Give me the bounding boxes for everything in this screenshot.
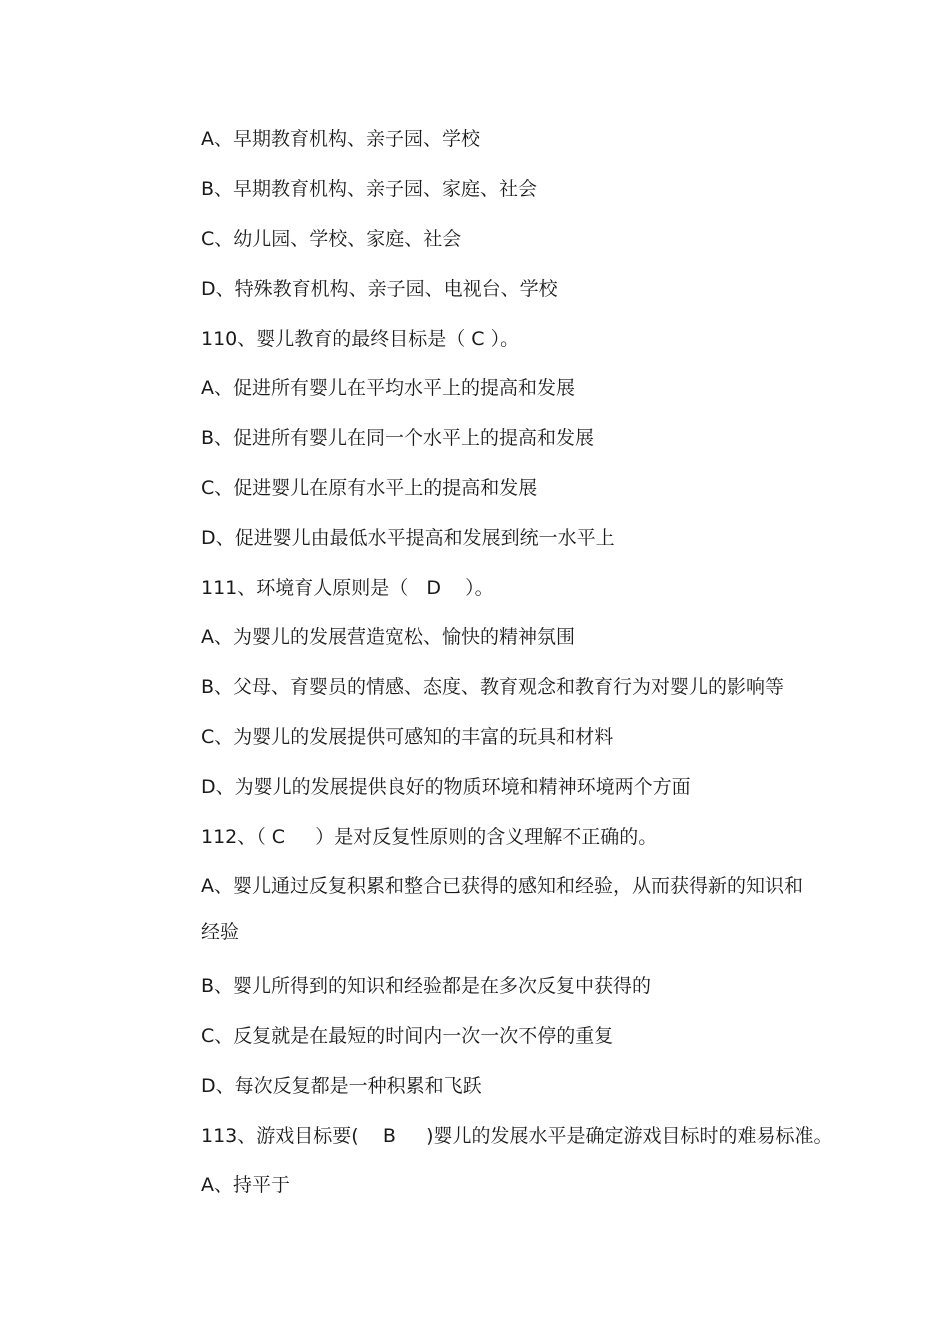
- option-line: D、特殊教育机构、亲子园、电视台、学校: [201, 278, 558, 300]
- option-line: A、持平于: [201, 1174, 290, 1196]
- option-line: A、为婴儿的发展营造宽松、愉快的精神氛围: [201, 626, 575, 648]
- option-line: B、促进所有婴儿在同一个水平上的提高和发展: [201, 427, 595, 449]
- option-line: C、促进婴儿在原有水平上的提高和发展: [201, 477, 538, 499]
- option-line: B、早期教育机构、亲子园、家庭、社会: [201, 178, 538, 200]
- option-line: A、促进所有婴儿在平均水平上的提高和发展: [201, 377, 575, 399]
- option-line: D、为婴儿的发展提供良好的物质环境和精神环境两个方面: [201, 776, 691, 798]
- option-line: D、每次反复都是一种积累和飞跃: [201, 1075, 482, 1097]
- question-line: 112、（ C ）是对反复性原则的含义理解不正确的。: [201, 826, 658, 848]
- option-line: B、父母、育婴员的情感、态度、教育观念和教育行为对婴儿的影响等: [201, 676, 785, 698]
- option-line: C、为婴儿的发展提供可感知的丰富的玩具和材料: [201, 726, 614, 748]
- option-line: C、反复就是在最短的时间内一次一次不停的重复: [201, 1025, 614, 1047]
- option-line: A、早期教育机构、亲子园、学校: [201, 128, 480, 150]
- question-line: 113、游戏目标要( B )婴儿的发展水平是确定游戏目标时的难易标准。: [201, 1125, 833, 1147]
- option-line: B、婴儿所得到的知识和经验都是在多次反复中获得的: [201, 975, 652, 997]
- option-line: C、幼儿园、学校、家庭、社会: [201, 228, 462, 250]
- option-line-continuation: 经验: [201, 921, 240, 943]
- question-line: 111、环境育人原则是（ D ）。: [201, 577, 494, 599]
- question-line: 110、婴儿教育的最终目标是（ C ）。: [201, 328, 520, 350]
- option-line: D、促进婴儿由最低水平提高和发展到统一水平上: [201, 527, 615, 549]
- option-line: A、婴儿通过反复积累和整合已获得的感知和经验，从而获得新的知识和: [201, 875, 803, 897]
